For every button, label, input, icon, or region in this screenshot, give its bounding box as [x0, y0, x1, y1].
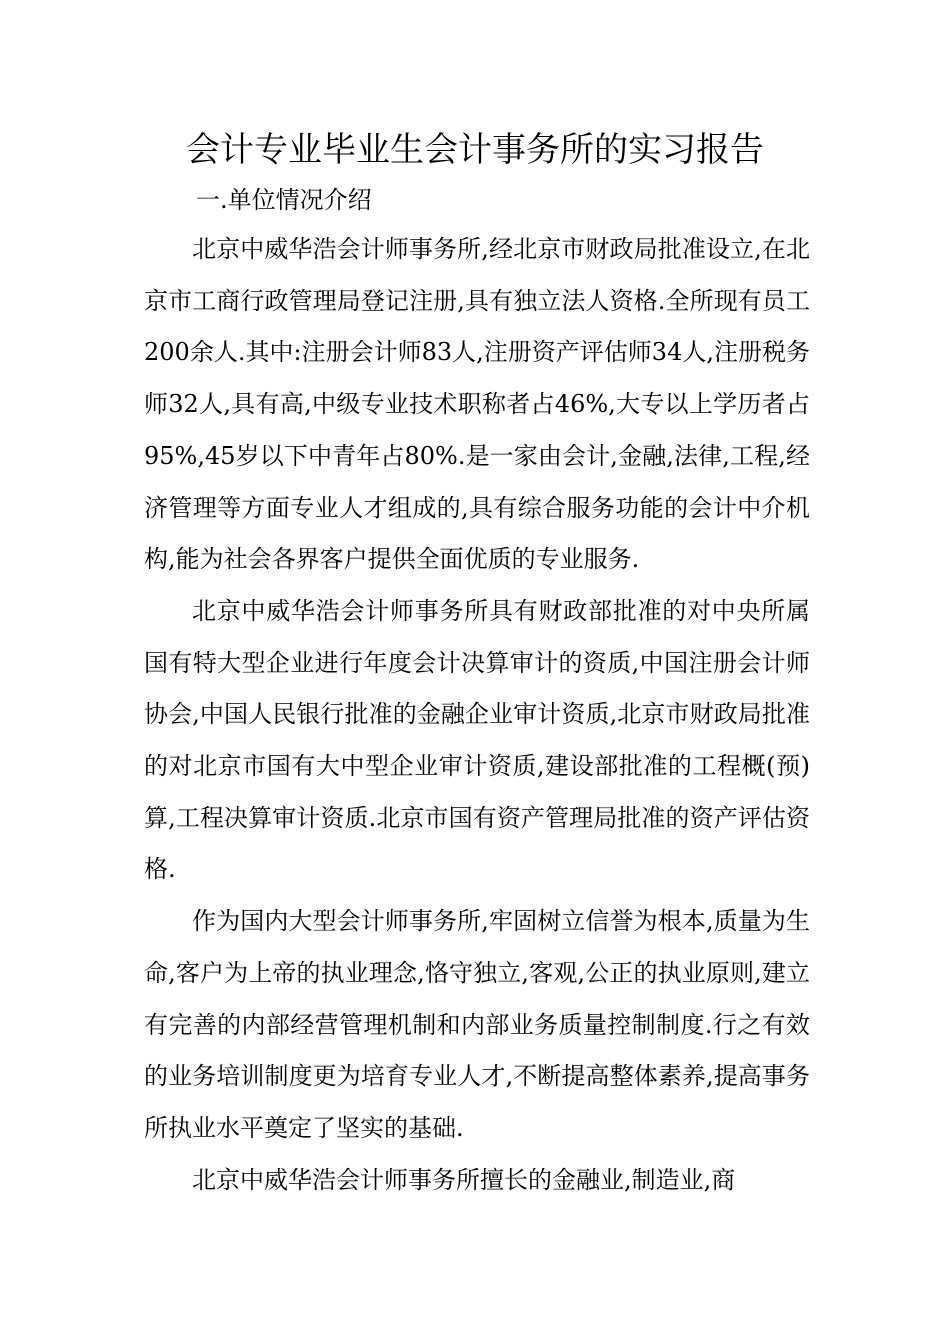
- paragraph: 北京中威华浩会计师事务所擅长的金融业,制造业,商: [192, 1165, 736, 1194]
- paragraph: 作为国内大型会计师事务所,牢固树立信誉为根本,质量为生命,客户为上帝的执业理念,恪守独立,客观,公正的执业原则,建立有完善的内部经营管理机制和内部业务质量控制制度.行之有效的业务培训制度更为培育专业人才,不断提高整体素养,提高事务所执业水平奠定了坚实的基础.: [144, 907, 810, 1142]
- section-heading: 一.单位情况介绍: [196, 186, 372, 214]
- paragraph: 北京中威华浩会计师事务所具有财政部批准的对中央所属国有特大型企业进行年度会计决算审计的资质,中国注册会计师协会,中国人民银行批准的金融企业审计资质,北京市财政局批准的对北京市国有大中型企业审计资质,建设部批准的工程概(预)算,工程决算审计资质.北京市国有资产管理局批准的资产评估资格.: [144, 596, 810, 884]
- paragraph: 北京中威华浩会计师事务所,经北京市财政局批准设立,在北京市工商行政管理局登记注册,具有独立法人资格.全所现有员工200余人.其中:注册会计师83人,注册资产评估师34人,注册税务师32人,具有高,中级专业技术职称者占46%,大专以上学历者占95%,45岁以下中青年占80%.是一家由会计,金融,法律,工程,经济管理等方面专业人才组成的,具有综合服务功能的会计中介机构,能为社会各界客户提供全面优质的专业服务.: [144, 235, 810, 574]
- document-title: 会计专业毕业生会计事务所的实习报告: [186, 130, 764, 170]
- body-text: [144, 224, 810, 1206]
